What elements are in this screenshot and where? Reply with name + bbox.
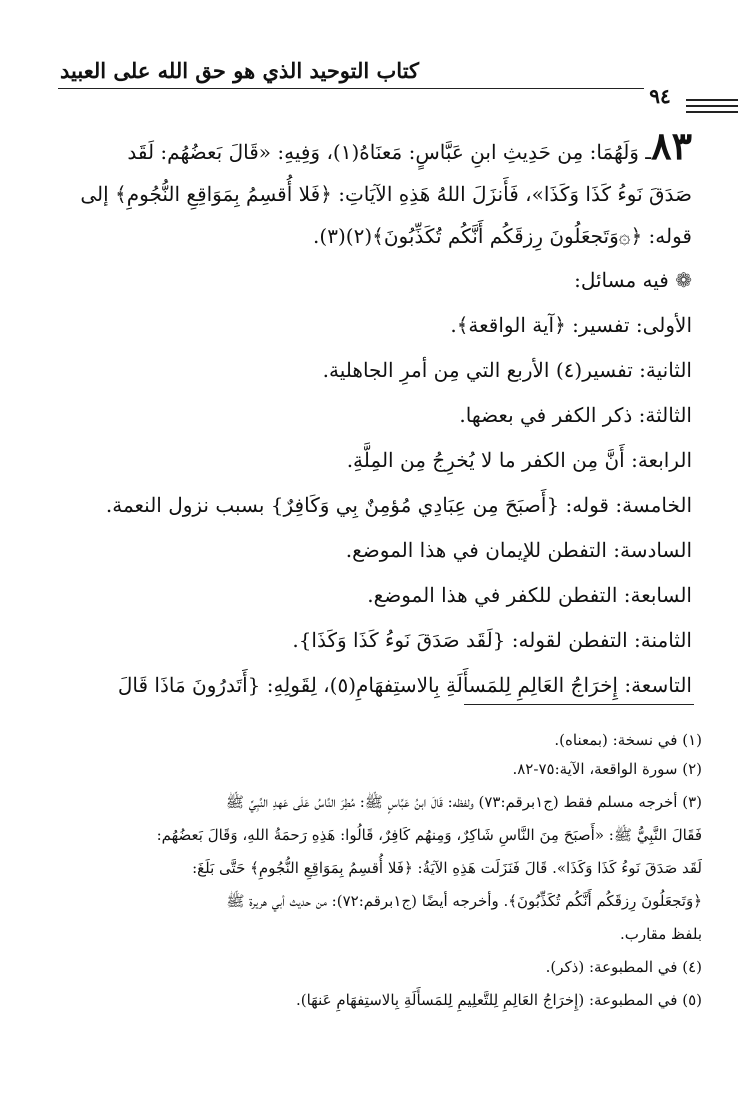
issue-item: السادسة: التفطن للإيمان في هذا الموضع. xyxy=(345,538,692,562)
header-rule xyxy=(58,88,644,89)
issue-item: الأولى: تفسير: ﴿آية الواقعة﴾. xyxy=(450,313,692,337)
footnote-4: (٤) في المطبوعة: (ذكر). xyxy=(545,958,702,976)
footnote-3-line-4: ﴿وَتَجعَلُونَ رِزقَكُم أَنَّكُم تُكَذِّبُونَ﴾. وأخرجه أيضًا (ج١برقم:٧٢): من حديث أبي هريرة ﷺ xyxy=(226,892,702,910)
flower-ornament-icon: ❁ xyxy=(675,268,692,292)
footnote-3-line-1: (٣) أخرجه مسلم فقط (ج١برقم:٧٣) ولفظه: قَالَ ابنُ عَبَّاسٍ ﷺ: مُطِرَ النَّاسُ عَلَى عَهدِ النَّبِيِّ ﷺ xyxy=(225,793,702,811)
footnote-1: (١) في نسخة: (بمعناه). xyxy=(554,731,702,749)
hadith-text-1: ـ وَلَهُمَا: مِن حَدِيثِ ابنِ عَبَّاسٍ: مَعنَاهُ(١)، وَفِيهِ: «قَالَ بَعضُهُم: لَقَد xyxy=(127,140,652,164)
hadith-line-2: صَدَقَ نَوءُ كَذَا وَكَذَا»، فَأَنزَلَ اللهُ هَذِهِ الآيَاتِ: ﴿فَلا أُقسِمُ بِمَوَاقِعِ النُّجُومِ﴾ إلى xyxy=(80,182,692,206)
footnote-3-line-3: لَقَد صَدَقَ نَوءُ كَذَا وَكَذَا». قَالَ فَنَزَلَت هَذِهِ الآيَةُ: ﴿فَلا أُقسِمُ بِمَوَاقِعِ النُّجُومِ﴾ حَتَّى بَلَغَ: xyxy=(192,859,702,877)
footnotes xyxy=(60,726,702,1015)
issues-intro-text: فيه مسائل: xyxy=(574,268,669,292)
issue-item: الثانية: تفسير(٤) الأربع التي مِن أمرِ الجاهلية. xyxy=(322,358,692,382)
issue-item: السابعة: التفطن للكفر في هذا الموضع. xyxy=(367,583,692,607)
main-text xyxy=(60,125,692,706)
page-number: ٩٤ xyxy=(649,84,671,108)
issue-item: الخامسة: قوله: {أَصبَحَ مِن عِبَادِي مُؤمِنٌ بِي وَكَافِرٌ} بسبب نزول النعمة. xyxy=(105,493,692,517)
issue-item: الرابعة: أَنَّ مِن الكفر ما لا يُخرِجُ مِن المِلَّةِ. xyxy=(346,448,692,472)
hadith-number: ٨٣ xyxy=(651,123,692,168)
footnote-separator xyxy=(464,704,694,705)
hadith-line-1 xyxy=(60,125,692,173)
issue-item: التاسعة: إِخرَاجُ العَالِمِ لِلمَسأَلَةِ بِالاستِفهَامِ(٥)، لِقَولِهِ: {أَتَدرُونَ مَاذَا قَالَ xyxy=(117,673,692,697)
issue-item: الثامنة: التفطن لقوله: {لَقَد صَدَقَ نَوءُ كَذَا وَكَذَا}. xyxy=(292,628,692,652)
header-ornament-lines xyxy=(686,99,738,117)
footnote-2: (٢) سورة الواقعة، الآية:٧٥-٨٢. xyxy=(512,760,702,778)
hadith-line-3: قوله: ﴿۞وَتَجعَلُونَ رِزقَكُم أَنَّكُم تُكَذِّبُونَ﴾(٢)(٣). xyxy=(313,224,692,248)
footnote-3-line-5: بلفظ مقارب. xyxy=(619,925,702,943)
footnote-3-line-2: فَقَالَ النَّبِيُّ ﷺ: «أَصبَحَ مِنَ النَّاسِ شَاكِرٌ، وَمِنهُم كَافِرٌ، قَالُوا: هَذِهِ رَحمَةُ اللهِ، وَقَالَ بَعضُهُم: xyxy=(156,826,702,844)
running-header-title: كتاب التوحيد الذي هو حق الله على العبيد xyxy=(60,58,420,83)
issue-item: الثالثة: ذكر الكفر في بعضها. xyxy=(459,403,692,427)
issues-intro xyxy=(60,259,692,301)
footnote-5: (٥) في المطبوعة: (إِخرَاجُ العَالِمِ لِلتَّعلِيمِ لِلمَسأَلَةِ بِالاستِفهَامِ عَنهَا). xyxy=(295,991,702,1009)
